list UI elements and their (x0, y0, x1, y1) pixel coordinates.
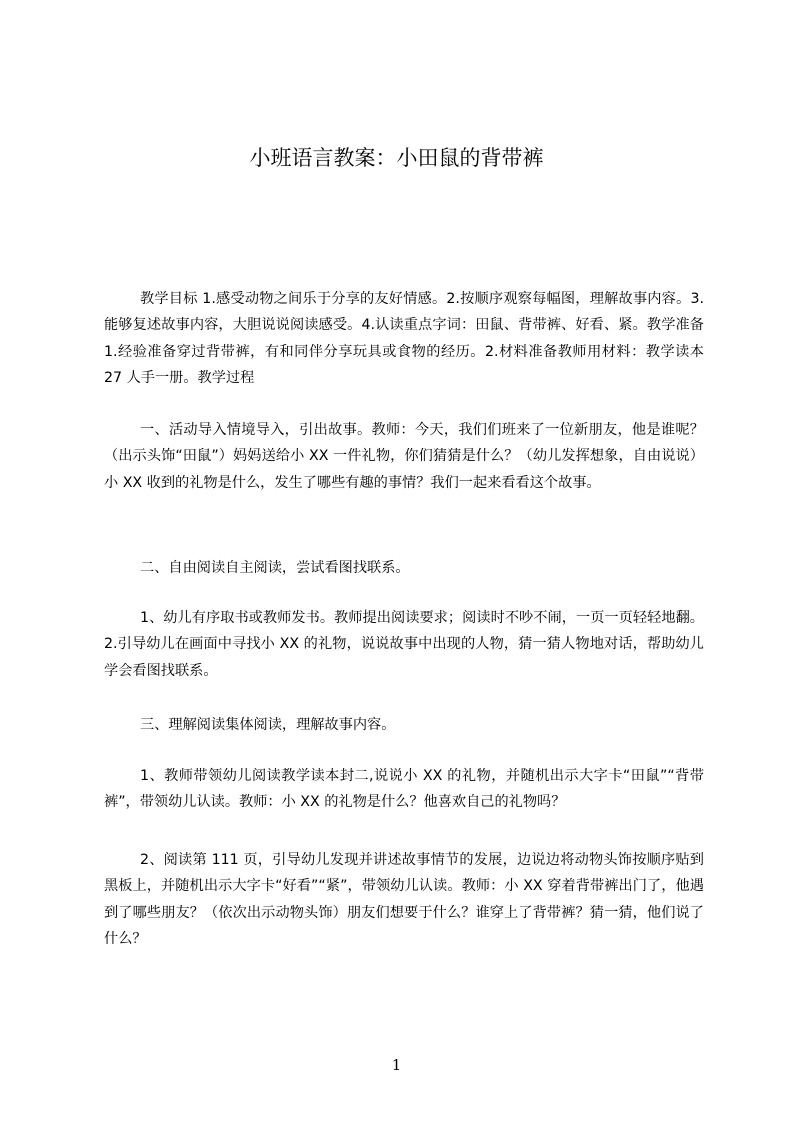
paragraph-group-reading-step-2: 2、阅读第 111 页，引导幼儿发现并讲述故事情节的发展，边说边将动物头饰按顺序贴到黑板上，并随机出示大字卡“好看”“紧”，带领幼儿认读。教师：小 XX 穿着背带裤出门了，他遇到了哪些朋友？（依次出示动物头饰）朋友们想要于什么？谁穿上了背带裤？猜一猜，他们说了什么？ (104, 852, 704, 947)
paragraph-free-reading-steps: 1、幼儿有序取书或教师发书。教师提出阅读要求；阅读时不吵不闹，一页一页轻轻地翻。2.引导幼儿在画面中寻找小 XX 的礼物，说说故事中出现的人物，猜一猜人物地对话，帮助幼儿学会看图找联系。 (104, 610, 704, 679)
paragraph-group-reading-step-1: 1、教师带领幼儿阅读教学读本封二,说说小 XX 的礼物，并随机出示大字卡“田鼠”“背带裤”，带领幼儿认读。教师：小 XX 的礼物是什么？他喜欢自己的礼物吗？ (104, 768, 704, 811)
paragraph-group-reading-heading: 三、理解阅读集体阅读，理解故事内容。 (140, 717, 396, 733)
paragraph-teaching-goals: 教学目标 1.感受动物之间乐于分享的友好情感。2.按顺序观察每幅图，理解故事内容。3.能够复述故事内容，大胆说说阅读感受。4.认读重点字词：田鼠、背带裤、好看、紧。教学准备 1.经验准备穿过背带裤，有和同伴分享玩具或食物的经历。2.材料准备教师用材料：教学读本 27 人手一册。教学过程 (104, 291, 704, 386)
paragraph-free-reading-heading: 二、自由阅读自主阅读，尝试看图找联系。 (140, 560, 410, 576)
document-title: 小班语言教案：小田鼠的背带裤 (249, 146, 544, 170)
paragraph-activity-intro: 一、活动导入情境导入，引出故事。教师：今天，我们们班来了一位新朋友，他是谁呢？（出示头饰“田鼠”）妈妈送给小 XX 一件礼物，你们猜猜是什么？（幼儿发挥想象，自由说说）小 XX 收到的礼物是什么，发生了哪些有趣的事情？我们一起来看看这个故事。 (104, 422, 704, 491)
page-number: 1 (391, 1056, 402, 1074)
